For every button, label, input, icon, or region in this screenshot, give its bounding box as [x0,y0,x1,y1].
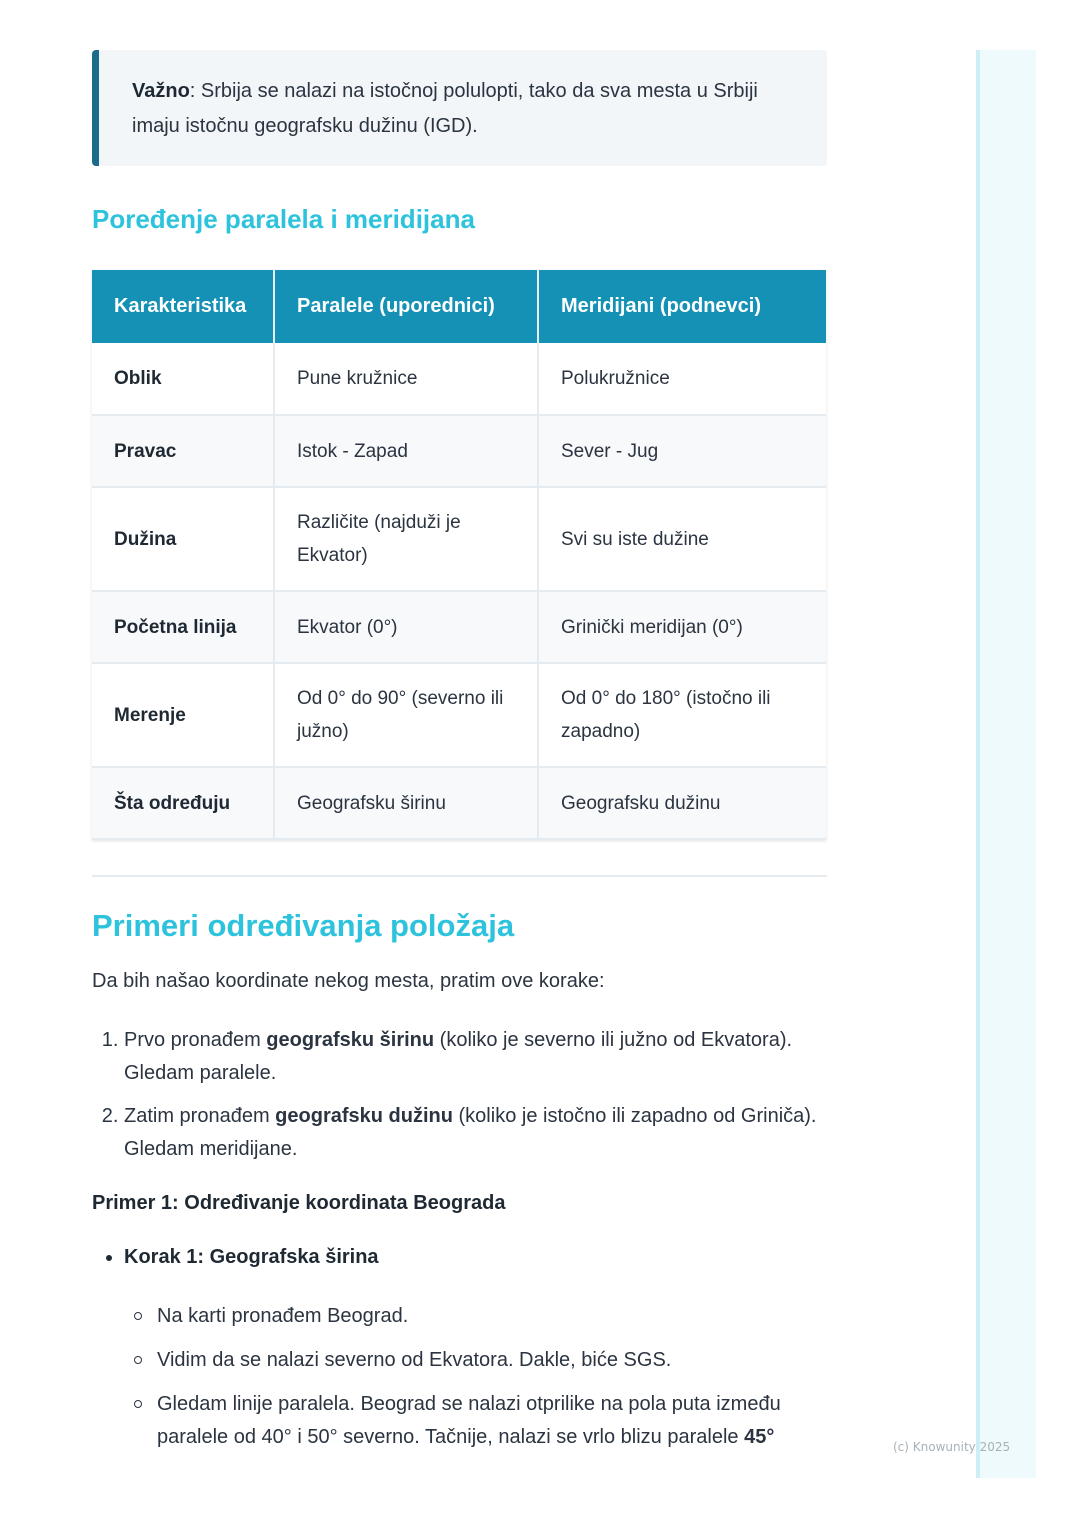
table-cell: Geografsku širinu [274,767,538,839]
detail-text: Gledam linije paralela. Beograd se nalazi otprilike na pola puta između paralele od 40° i 50° severno. Tačnije, nalazi se vrlo blizu paralele [157,1393,781,1448]
step-bold: geografsku dužinu [275,1105,453,1127]
table-row [92,663,826,767]
table-cell: Od 0° do 180° (istočno ili zapadno) [538,663,826,767]
list-item: • Korak 1: Geografska širina [124,1246,379,1269]
table-cell: Polukružnice [538,343,826,415]
table-cell-feature: Šta određuju [92,767,274,839]
table-cell: Različite (najduži je Ekvator) [274,487,538,591]
intro-paragraph: Da bih našao koordinate nekog mesta, pratim ove korake: [92,970,605,992]
table-row [92,487,826,591]
table-cell-feature: Dužina [92,487,274,591]
callout-text: : Srbija se nalazi na istočnoj polulopti, tako da sva mesta u Srbiji imaju istočnu geografsku dužinu (IGD). [132,80,758,137]
right-margin-bar [976,50,1036,1478]
step-text: Zatim pronađem [124,1105,276,1127]
list-item [124,1100,854,1166]
table-row [92,767,826,839]
table-cell: Od 0° do 90° (severno ili južno) [274,663,538,767]
example-title: Primer 1: Određivanje koordinata Beograda [92,1192,506,1214]
step-bold: geografsku širinu [266,1029,435,1051]
table-cell: Istok - Zapad [274,415,538,487]
list-item: Na karti pronađem Beograd. [157,1300,817,1333]
callout-label: Važno [132,80,190,102]
important-callout [92,50,827,166]
comparison-heading: Poređenje paralela i meridijana [92,204,475,234]
detail-list [157,1300,817,1465]
detail-bold: 45° [744,1426,775,1448]
comparison-table [92,270,826,840]
step-text: Prvo pronađem [124,1029,267,1051]
list-item [157,1388,817,1454]
list-item [124,1024,854,1090]
table-header-cell: Meridijani (podnevci) [538,270,826,343]
section-heading: Primeri određivanja položaja [92,908,515,943]
table-cell: Pune kružnice [274,343,538,415]
page-content [92,50,827,1448]
korak-list [92,1246,379,1269]
table-cell: Sever - Jug [538,415,826,487]
table-row [92,415,826,487]
table-cell-feature: Početna linija [92,591,274,663]
table-cell: Grinički meridijan (0°) [538,591,826,663]
table-cell-feature: Merenje [92,663,274,767]
step-text: (koliko je severno ili južno od Ekvatora). Gledam paralele. [124,1029,793,1084]
table-header-row [92,270,826,343]
table-cell: Ekvator (0°) [274,591,538,663]
table-header-cell: Paralele (uporednici) [274,270,538,343]
steps-list [92,1024,854,1176]
table-header-cell: Karakteristika [92,270,274,343]
table-cell-feature: Oblik [92,343,274,415]
table-row [92,343,826,415]
table-cell: Geografsku dužinu [538,767,826,839]
table-row [92,591,826,663]
copyright-footer: (c) Knowunity 2025 [893,1440,1011,1454]
step-text: (koliko je istočno ili zapadno od Griniča). Gledam meridijane. [124,1105,817,1160]
list-item: Vidim da se nalazi severno od Ekvatora. Dakle, biće SGS. [157,1344,817,1377]
section-divider [92,875,827,877]
table-cell-feature: Pravac [92,415,274,487]
table-cell: Svi su iste dužine [538,487,826,591]
